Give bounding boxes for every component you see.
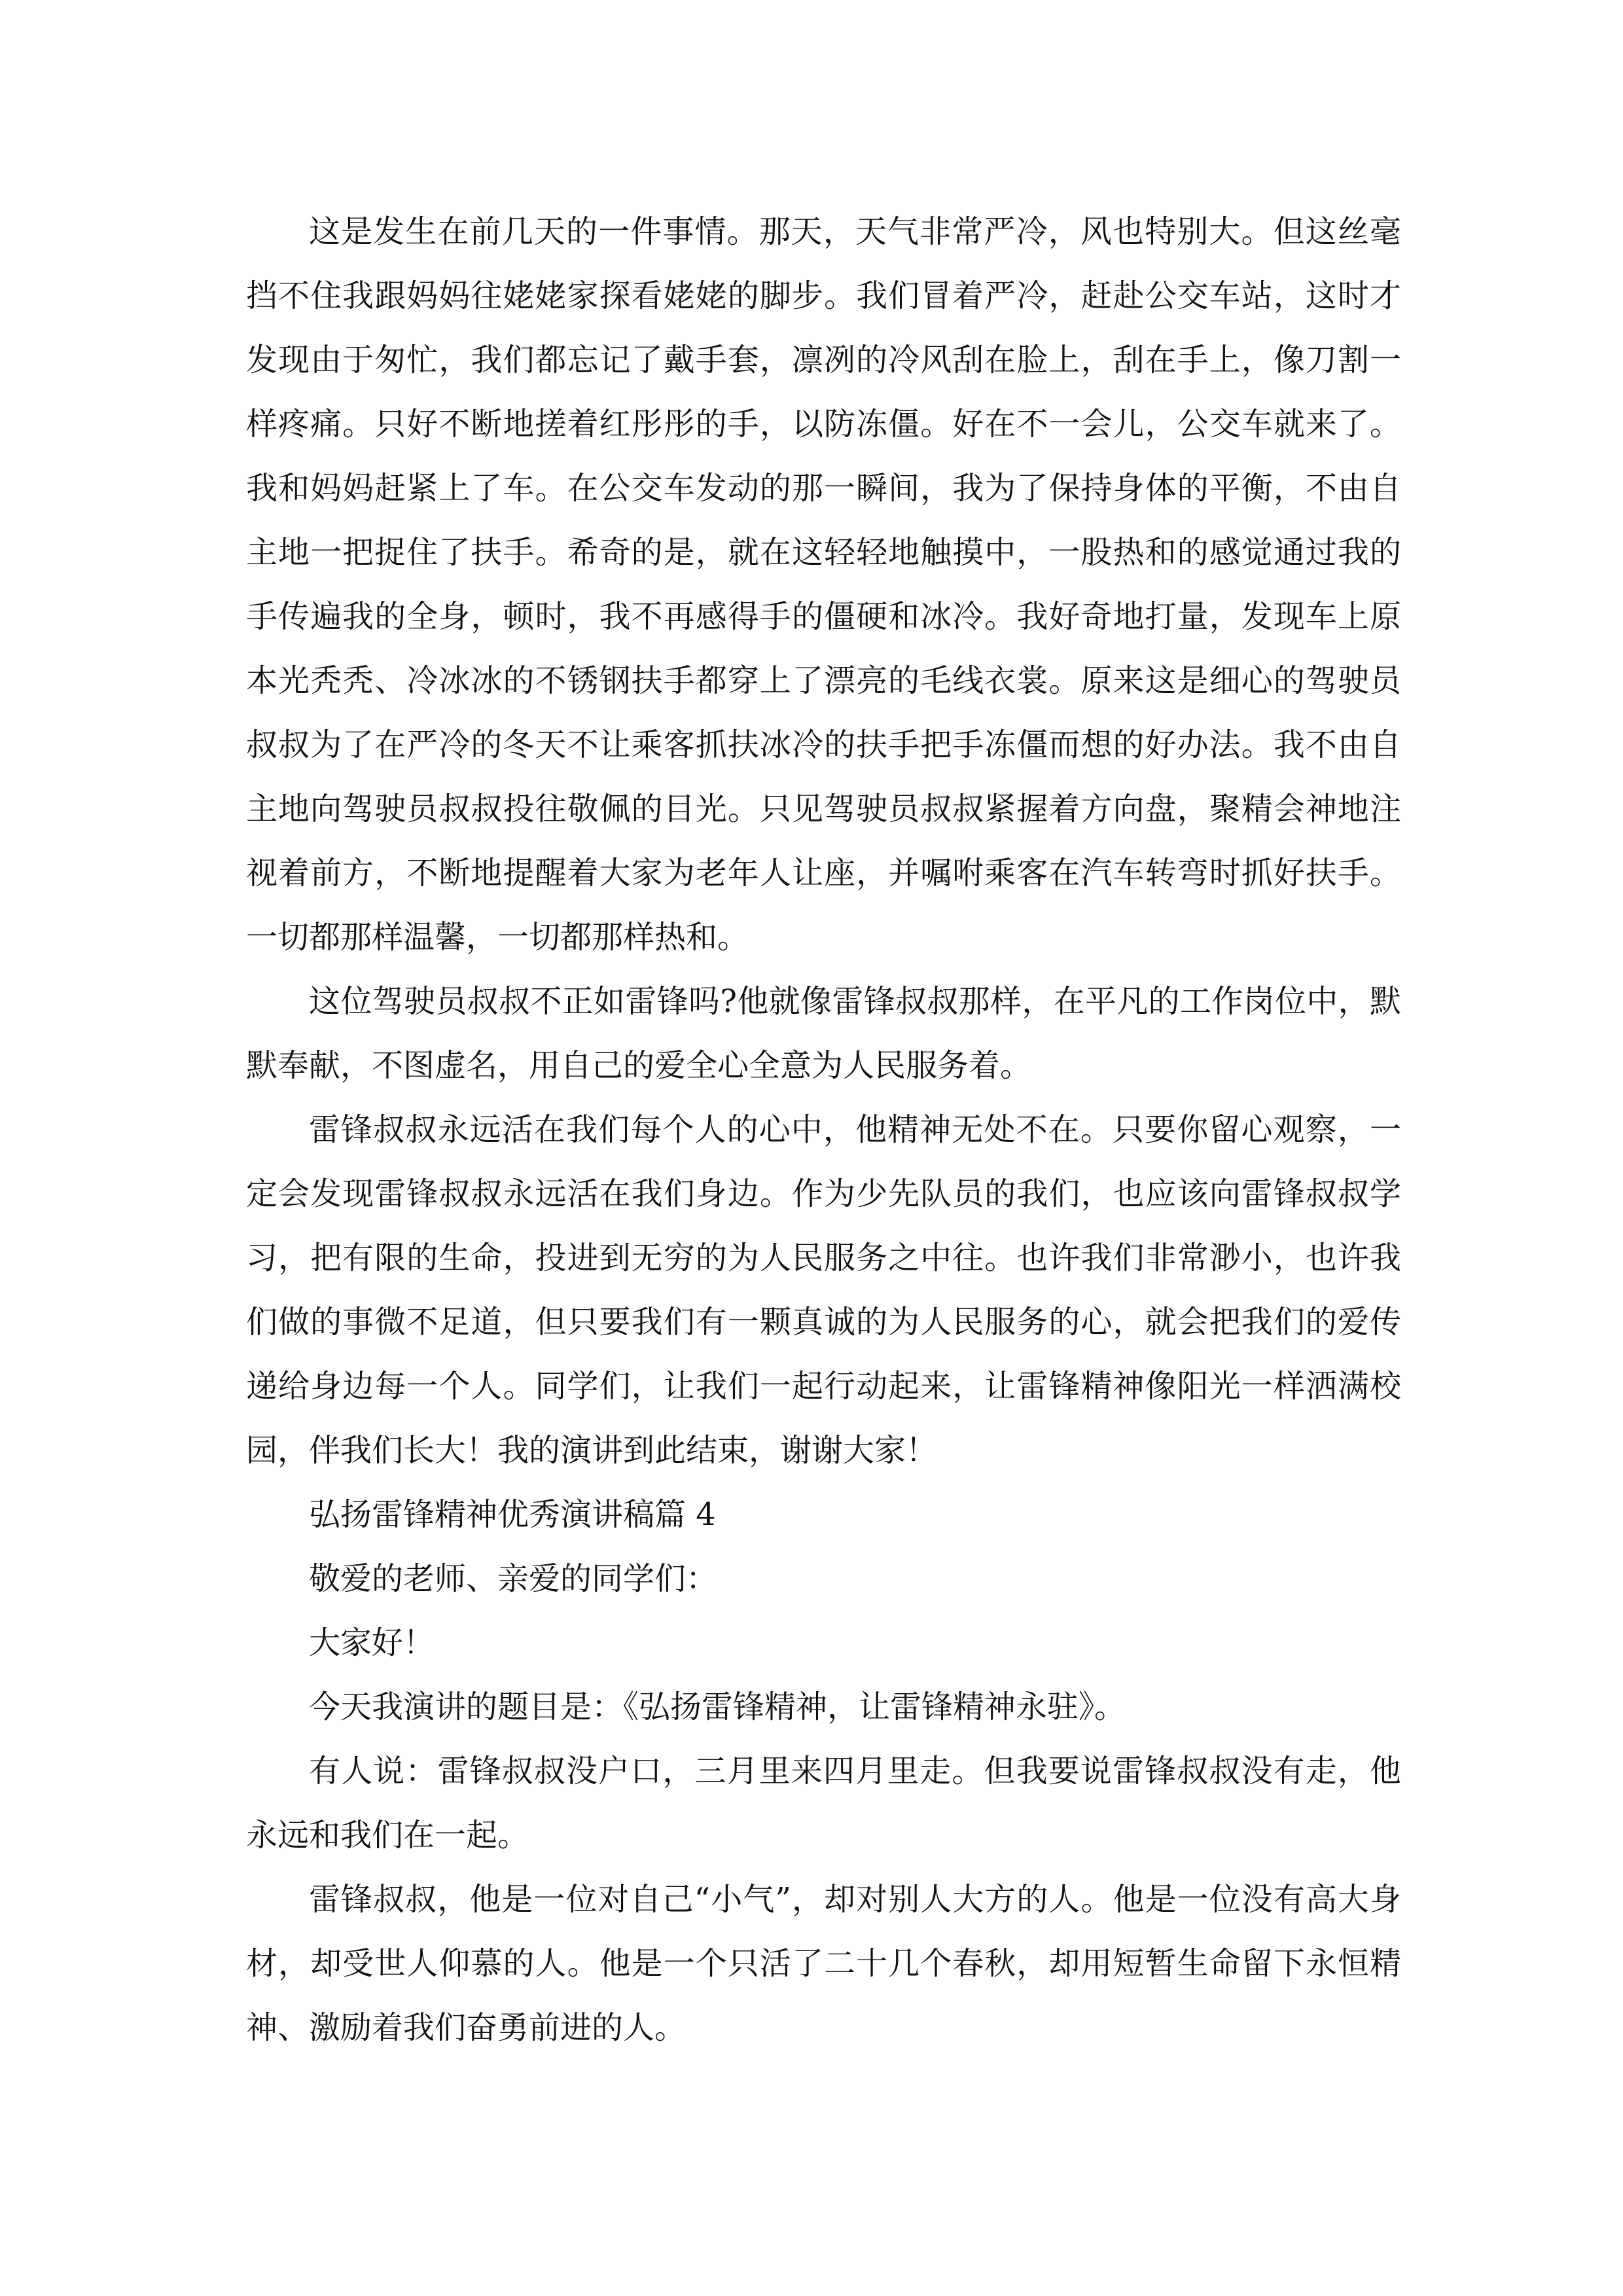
salutation: 敬爱的老师、亲爱的同学们： bbox=[309, 1560, 718, 1597]
paragraph-bus-story: 这是发生在前几天的一件事情。那天，天气非常严冷，风也特别大。但这丝毫挡不住我跟妈妈往姥姥家探看姥姥的脚步。我们冒着严冷，赶赴公交车站，这时才发现由于匆忙，我们都忘记了戴手套，凛冽的冷风刮在脸上，刮在手上，像刀割一样疼痛。只好不断地搓着红彤彤的手，以防冻僵。好在不一会儿，公交车就来了。我和妈妈赶紧上了车。在公交车发动的那一瞬间，我为了保持身体的平衡，不由自主地一把捉住了扶手。希奇的是，就在这轻轻地触摸中，一股热和的感觉通过我的手传遍我的全身，顿时，我不再感得手的僵硬和冰冷。我好奇地打量，发现车上原本光秃秃、冷冰冰的不锈钢扶手都穿上了漂亮的毛线衣裳。原来这是细心的驾驶员叔叔为了在严冷的冬天不让乘客抓扶冰冷的扶手把手冻僵而想的好办法。我不由自主地向驾驶员叔叔投往敬佩的目光。只见驾驶员叔叔紧握着方向盘，聚精会神地注视着前方，不断地提醒着大家为老年人让座，并嘱咐乘客在汽车转弯时抓好扶手。一切都那样温馨，一切都那样热和。 bbox=[246, 213, 1401, 956]
section-heading: 弘扬雷锋精神优秀演讲稿篇 4 bbox=[309, 1496, 716, 1533]
paragraph-driver-like-leifeng: 这位驾驶员叔叔不正如雷锋吗?他就像雷锋叔叔那样，在平凡的工作岗位中，默默奉献，不图虚名，用自己的爱全心全意为人民服务着。 bbox=[246, 983, 1401, 1084]
document-body bbox=[246, 200, 1401, 2060]
greeting: 大家好！ bbox=[309, 1624, 435, 1661]
paragraph-leifeng-description: 雷锋叔叔，他是一位对自己“小气”，却对别人大方的人。他是一位没有高大身材，却受世人仰慕的人。他是一个只活了二十几个春秋，却用短暂生命留下永恒精神、激励着我们奋勇前进的人。 bbox=[246, 1881, 1401, 2046]
paragraph-saying: 有人说：雷锋叔叔没户口，三月里来四月里走。但我要说雷锋叔叔没有走，他永远和我们在一起。 bbox=[246, 1753, 1401, 1854]
speech-topic: 今天我演讲的题目是：《弘扬雷锋精神，让雷锋精神永驻》。 bbox=[309, 1689, 1126, 1725]
paragraph-leifeng-spirit: 雷锋叔叔永远活在我们每个人的心中，他精神无处不在。只要你留心观察，一定会发现雷锋叔叔永远活在我们身边。作为少先队员的我们，也应该向雷锋叔叔学习，把有限的生命，投进到无穷的为人民服务之中往。也许我们非常渺小，也许我们做的事微不足道，但只要我们有一颗真诚的为人民服务的心，就会把我们的爱传递给身边每一个人。同学们，让我们一起行动起来，让雷锋精神像阳光一样洒满校园，伴我们长大！我的演讲到此结束，谢谢大家！ bbox=[246, 1111, 1401, 1469]
